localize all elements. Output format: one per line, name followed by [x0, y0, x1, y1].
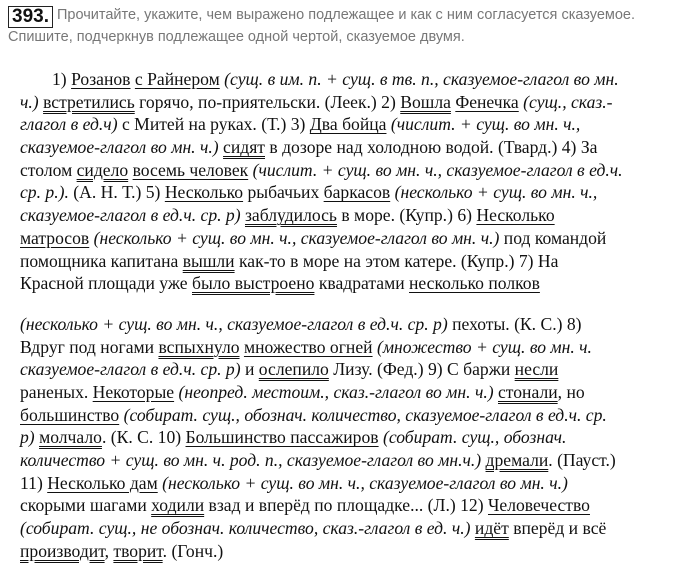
grammar-annotation: сказуемое-глагол в ед.ч. ср. р)	[20, 205, 241, 226]
subject-underlined: Фенечка	[455, 91, 519, 112]
grammar-annotation: (сущ., сказ.-	[523, 91, 613, 112]
text-run: 1)	[52, 69, 72, 89]
text-run: помощника капитана	[20, 250, 183, 271]
text-run: под командой	[499, 227, 607, 248]
predicate-double-underlined: вспыхнуло	[158, 336, 240, 357]
text-line	[20, 136, 688, 159]
text-line	[20, 91, 688, 114]
subject-underlined: Розанов	[71, 69, 131, 89]
text-line	[20, 159, 688, 182]
predicate-double-underlined: несли	[514, 359, 559, 380]
grammar-annotation: (числит. + сущ. во мн. ч.,	[390, 114, 581, 135]
predicate-double-underlined: заблудилось	[244, 205, 337, 226]
grammar-annotation: ср. р.).	[20, 182, 69, 203]
text-line	[20, 404, 688, 427]
text-run: в дозоре над холодною водой. (Твард.) 4) За	[265, 137, 598, 158]
text-run: раненых.	[20, 381, 93, 402]
grammar-annotation: (несколько + сущ. во мн. ч., сказуемое-глагол во мн. ч.)	[162, 472, 568, 493]
grammar-annotation: сказуемое-глагол в ед.ч. ср. р)	[20, 359, 241, 380]
subject-underlined: Несколько	[476, 205, 555, 226]
text-run: и	[240, 359, 259, 380]
subject-underlined: баркасов	[323, 182, 391, 203]
predicate-double-underlined: вышли	[182, 250, 235, 271]
predicate-double-underlined: стонали	[498, 381, 558, 402]
subject-underlined: Несколько дам	[47, 472, 158, 493]
predicate-double-underlined: Вошла	[400, 91, 451, 112]
text-run: 11)	[20, 472, 48, 493]
grammar-annotation: (несколько + сущ. во мн. ч., сказуемое-глагол во мн. ч.)	[93, 227, 500, 248]
task-number: 393.	[8, 6, 53, 28]
grammar-annotation: (собират. сущ., не обознач. количество, сказ.-глагол в ед. ч.)	[20, 518, 471, 539]
text-run: вперёд и всё	[508, 518, 607, 539]
predicate-double-underlined: сидело	[76, 159, 129, 180]
grammar-annotation: (множество + сущ. во мн. ч.	[376, 336, 592, 357]
subject-underlined: с Райнером	[134, 69, 220, 89]
grammar-annotation: (собират. сущ., обознач.	[383, 427, 567, 448]
text-run: Лизу. (Фед.) 9) С баржи	[328, 359, 515, 380]
text-run: (А. Н. Т.) 5)	[68, 182, 165, 203]
subject-underlined: матросов	[20, 227, 90, 248]
text-run: горячо, по-приятельски. (Леек.) 2)	[134, 91, 401, 112]
text-line	[20, 204, 688, 227]
grammar-annotation: (числит. + сущ. во мн. ч., сказуемое-глагол в ед.ч.	[252, 159, 623, 180]
text-line	[20, 381, 688, 404]
subject-underlined: Большинство пассажиров	[185, 427, 379, 448]
subject-underlined: Некоторые	[92, 381, 175, 402]
grammar-annotation: ч.)	[20, 91, 39, 112]
paragraph-gap	[20, 295, 688, 313]
text-line	[20, 449, 688, 472]
text-line	[20, 517, 688, 540]
subject-underlined: Два бойца	[309, 114, 387, 135]
grammar-annotation: сказуемое-глагол во мн. ч.)	[20, 137, 219, 158]
predicate-double-underlined: творит	[113, 540, 163, 561]
grammar-annotation: глагол в ед.ч)	[20, 114, 118, 135]
predicate-double-underlined: сидят	[223, 137, 265, 158]
text-line	[20, 113, 688, 136]
predicate-double-underlined: дремали	[485, 450, 549, 470]
task-header	[8, 6, 696, 47]
grammar-annotation: р)	[20, 427, 35, 448]
grammar-annotation: (неопред. местоим., сказ.-глагол во мн. ч.)	[178, 381, 494, 402]
predicate-double-underlined: молчало	[39, 427, 102, 448]
text-run: . (Гонч.)	[162, 540, 224, 561]
text-run: столом	[20, 159, 77, 180]
grammar-annotation: количество + сущ. во мн. ч. род. п., сказуемое-глагол во мн.ч.)	[20, 450, 482, 470]
text-run: взад и вперёд по площадке... (Л.) 12)	[204, 495, 488, 516]
text-line	[20, 472, 688, 495]
grammar-annotation: (несколько + сущ. во мн. ч.,	[394, 182, 598, 203]
subject-underlined: большинство	[20, 404, 120, 425]
predicate-double-underlined: ослепило	[258, 359, 329, 380]
subject-underlined: множество огней	[243, 336, 373, 357]
task-instruction-line-1: Прочитайте, укажите, чем выражено подлежащее и как с ним согласуется сказуемое.	[56, 7, 636, 23]
text-run: пехоты. (К. С.) 8)	[447, 313, 582, 334]
text-run: ,	[104, 540, 114, 561]
text-run: с Митей на руках. (Т.) 3)	[117, 114, 310, 135]
text-line	[20, 358, 688, 381]
subject-underlined: восемь человек	[132, 159, 249, 180]
text-run: , но	[557, 381, 585, 402]
text-line	[20, 68, 688, 91]
text-line	[20, 494, 688, 517]
text-line	[20, 181, 688, 204]
predicate-double-underlined: производит	[20, 540, 105, 561]
grammar-annotation: (собират. сущ., обознач. количество, сказуемое-глагол в ед.ч. ср.	[123, 404, 607, 425]
text-run: Вдруг под ногами	[20, 336, 159, 357]
text-run: рыбачьих	[243, 182, 324, 203]
grammar-annotation: (несколько + сущ. во мн. ч., сказуемое-глагол в ед.ч. ср. р)	[20, 313, 448, 334]
subject-underlined: несколько полков	[409, 273, 540, 294]
text-line	[20, 250, 688, 273]
text-run: квадратами	[314, 273, 410, 294]
text-run: скорыми шагами	[20, 495, 152, 516]
text-line	[20, 336, 688, 359]
task-instruction-line-2: Спишите, подчеркнув подлежащее одной чертой, сказуемое двумя.	[8, 29, 465, 45]
text-line	[20, 272, 688, 295]
text-line	[20, 227, 688, 250]
subject-underlined: Человечество	[487, 495, 590, 516]
text-run: . (К. С. 10)	[101, 427, 186, 448]
text-run: Красной площади уже	[20, 273, 192, 294]
text-line	[20, 540, 688, 563]
text-run: . (Пауст.)	[548, 450, 616, 470]
text-line	[20, 426, 688, 449]
predicate-double-underlined: ходили	[151, 495, 205, 516]
text-run: в море. (Купр.) 6)	[336, 205, 477, 226]
text-run: как-то в море на этом катере. (Купр.) 7) На	[234, 250, 559, 271]
exercise-text	[20, 68, 688, 562]
predicate-double-underlined: было выстроено	[192, 273, 315, 294]
text-line	[20, 313, 688, 336]
predicate-double-underlined: встретились	[43, 91, 135, 112]
grammar-annotation: (сущ. в им. п. + сущ. в тв. п., сказуемое-глагол во мн.	[224, 69, 619, 89]
predicate-double-underlined: идёт	[474, 518, 509, 539]
subject-underlined: Несколько	[164, 182, 244, 203]
